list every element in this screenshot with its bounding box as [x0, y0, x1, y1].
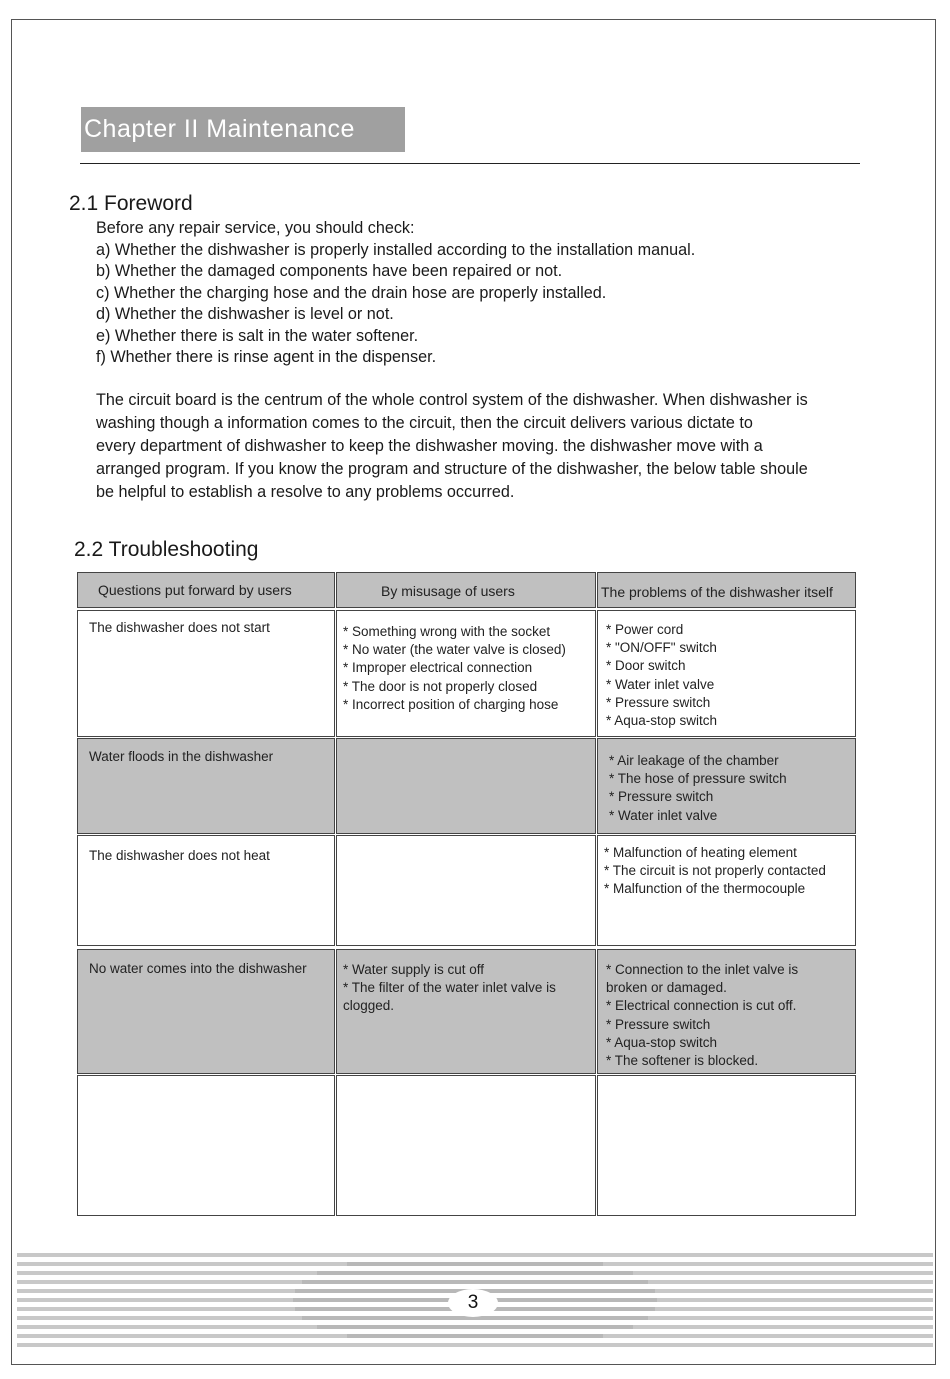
table-row-5-misusage [336, 1075, 596, 1216]
cell-text: * Air leakage of the chamber [609, 753, 779, 768]
checklist-item-a: a) Whether the dishwasher is properly installed according to the installation manual. [96, 240, 696, 259]
cell-text: clogged. [343, 998, 395, 1014]
table-row-2-problems [597, 738, 856, 834]
cell-text: * The hose of pressure switch [609, 771, 787, 787]
table-row-4-misusage [336, 949, 596, 1074]
table-row-1-misusage [336, 610, 596, 737]
table-row-1-problems [597, 610, 856, 737]
troubleshooting-heading: 2.2 Troubleshooting [74, 538, 259, 561]
cell-text: * Power cord [606, 622, 684, 637]
table-row-4-question [77, 949, 335, 1074]
cell-text: * Improper electrical connection [343, 660, 533, 676]
table-row-3-question [77, 835, 335, 946]
header-label: Questions put forward by users [98, 582, 292, 598]
cell-text: * The circuit is not properly contacted [604, 863, 826, 879]
table-header-questions [77, 572, 335, 608]
table-row-5-question [77, 1075, 335, 1216]
cell-text: * Malfunction of heating element [604, 845, 797, 860]
paragraph-line: every department of dishwasher to keep the dishwasher moving. the dishwasher move with a [96, 437, 763, 455]
paragraph-line: washing though a information comes to the circuit, then the circuit delivers various dictate to [96, 414, 753, 432]
checklist-item-d: d) Whether the dishwasher is level or not. [96, 305, 394, 323]
cell-text: * Incorrect position of charging hose [343, 696, 559, 712]
header-label: The problems of the dishwasher itself [601, 584, 833, 600]
cell-text: * Aqua-stop switch [606, 713, 718, 729]
foreword-heading: 2.1 Foreword [69, 192, 193, 215]
cell-text: * No water (the water valve is closed) [343, 642, 566, 658]
chapter-title: Chapter II Maintenance [84, 115, 355, 143]
cell-text: Water floods in the dishwasher [89, 749, 274, 764]
paragraph-line: arranged program. If you know the program and structure of the dishwasher, the below table shoule [96, 460, 808, 478]
checklist-item-b: b) Whether the damaged components have been repaired or not. [96, 262, 563, 280]
checklist-item-c: c) Whether the charging hose and the drain hose are properly installed. [96, 283, 607, 302]
checklist-item-e: e) Whether there is salt in the water softener. [96, 326, 419, 345]
cell-text: * Pressure switch [609, 789, 714, 805]
cell-text: broken or damaged. [606, 980, 727, 996]
table-row-5-problems [597, 1075, 856, 1216]
header-label: By misusage of users [381, 583, 515, 599]
cell-text: No water comes into the dishwasher [89, 961, 307, 976]
cell-text: * The filter of the water inlet valve is [343, 980, 556, 996]
table-row-2-misusage [336, 738, 596, 834]
checklist-intro: Before any repair service, you should check: [96, 219, 415, 237]
paragraph-line: be helpful to establish a resolve to any problems occurred. [96, 483, 515, 501]
cell-text: * The door is not properly closed [343, 678, 538, 694]
table-row-4-problems [597, 949, 856, 1074]
paragraph-line: The circuit board is the centrum of the whole control system of the dishwasher. When dishwasher is [96, 391, 808, 409]
header-rule [80, 163, 860, 164]
cell-text: * Pressure switch [606, 694, 711, 710]
chapter-banner [81, 107, 405, 152]
page-number: 3 [448, 1289, 498, 1317]
checklist-item-f: f) Whether there is rinse agent in the dispenser. [96, 348, 437, 366]
table-header-misusage [336, 572, 596, 608]
cell-text: * Door switch [606, 658, 686, 674]
cell-text: * Electrical connection is cut off. [606, 998, 797, 1014]
cell-text: * Water inlet valve [609, 807, 718, 823]
table-row-3-problems [597, 835, 856, 946]
cell-text: * The softener is blocked. [606, 1053, 759, 1069]
foreword-paragraph [96, 389, 808, 504]
table-row-1-question [77, 610, 335, 737]
cell-text: * Water supply is cut off [343, 962, 485, 977]
table-row-2-question [77, 738, 335, 834]
table-row-3-misusage [336, 835, 596, 946]
cell-text: The dishwasher does not start [89, 620, 270, 635]
cell-text: * Connection to the inlet valve is [606, 962, 799, 977]
cell-text: * "ON/OFF" switch [606, 640, 717, 656]
cell-text: * Aqua-stop switch [606, 1034, 718, 1050]
table-header-problems [597, 572, 856, 608]
cell-text: * Water inlet valve [606, 676, 715, 692]
cell-text: * Something wrong with the socket [343, 624, 551, 639]
cell-text: * Malfunction of the thermocouple [604, 881, 806, 897]
cell-text: * Pressure switch [606, 1016, 711, 1032]
cell-text: The dishwasher does not heat [89, 848, 270, 863]
foreword-checklist [96, 218, 695, 369]
